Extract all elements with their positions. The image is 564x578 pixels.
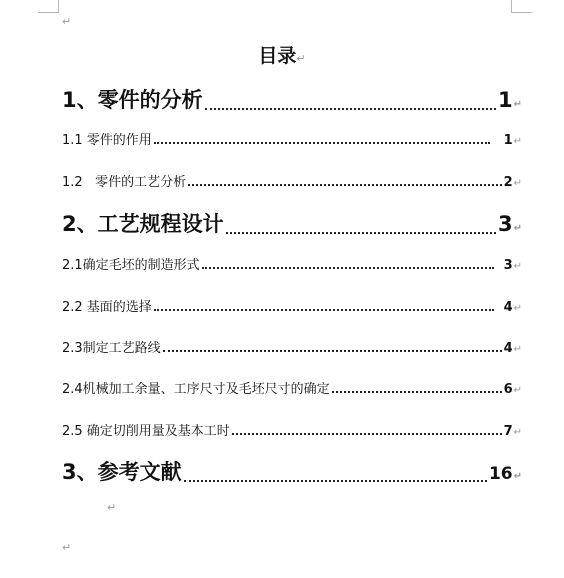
paragraph-mark: ↵ — [296, 52, 306, 65]
toc-entry-2-5[interactable] — [62, 420, 522, 439]
page-corner-top-left — [38, 0, 59, 13]
toc-title-text: 目录 — [258, 45, 297, 67]
dot-leader — [332, 391, 502, 393]
toc-title — [0, 41, 564, 68]
dot-leader — [154, 309, 494, 311]
toc-entry-label: 2.2 基面的选择 — [62, 300, 152, 315]
toc-entry-page: 3 — [497, 212, 513, 236]
paragraph-mark: ↵ — [513, 344, 522, 355]
paragraph-mark: ↵ — [513, 303, 522, 314]
toc-entry-page: 4 — [503, 300, 513, 315]
paragraph-mark: ↵ — [107, 501, 117, 514]
toc-entry-2-4[interactable] — [62, 378, 522, 397]
paragraph-mark: ↵ — [513, 261, 522, 272]
dot-leader — [184, 480, 487, 482]
paragraph-mark: ↵ — [513, 136, 522, 147]
toc-entry-2-1[interactable] — [62, 254, 522, 273]
toc-entry-3[interactable] — [62, 456, 522, 486]
toc-entry-label: 2、工艺规程设计 — [62, 212, 224, 236]
toc-entry-2-2[interactable] — [62, 296, 522, 315]
paragraph-mark: ↵ — [513, 471, 522, 482]
page-corner-top-right — [511, 0, 532, 13]
toc-entry-label: 2.4机械加工余量、工序尺寸及毛坯尺寸的确定 — [62, 382, 330, 397]
toc-entry-page: 7 — [503, 424, 513, 439]
toc-entry-page: 4 — [503, 341, 513, 356]
toc-entry-label: 2.5 确定切削用量及基本工时 — [62, 424, 230, 439]
toc-entry-page: 1 — [497, 88, 513, 112]
toc-entry-label: 1.1 零件的作用 — [62, 133, 152, 148]
toc-entry-page: 1 — [503, 133, 513, 148]
toc-entry-2-3[interactable] — [62, 337, 522, 356]
dot-leader — [232, 433, 502, 435]
toc-entry-page: 16 — [488, 464, 513, 484]
paragraph-mark: ↵ — [62, 541, 72, 554]
dot-leader — [154, 142, 490, 144]
toc-entry-label: 2.3制定工艺路线 — [62, 341, 161, 356]
dot-leader — [226, 232, 496, 234]
dot-leader — [188, 184, 501, 186]
toc-entry-label: 1、零件的分析 — [62, 88, 203, 112]
toc-entry-1-2[interactable] — [62, 171, 522, 190]
toc-entry-page: 6 — [503, 382, 513, 397]
dot-leader — [163, 350, 502, 352]
paragraph-mark: ↵ — [62, 15, 72, 28]
paragraph-mark: ↵ — [513, 385, 522, 396]
paragraph-mark: ↵ — [513, 223, 522, 234]
paragraph-mark: ↵ — [513, 178, 522, 189]
paragraph-mark: ↵ — [513, 427, 522, 438]
toc-entry-label: 2.1确定毛坯的制造形式 — [62, 258, 200, 273]
toc-entry-label: 3、参考文献 — [62, 460, 182, 484]
paragraph-mark: ↵ — [513, 99, 522, 110]
toc-entry-2[interactable] — [62, 208, 522, 238]
toc-entry-1[interactable] — [62, 84, 522, 114]
toc-entry-1-1[interactable] — [62, 129, 522, 148]
toc-entry-page: 3 — [503, 258, 513, 273]
dot-leader — [205, 108, 496, 110]
toc-entry-page: 2 — [503, 175, 513, 190]
toc-entry-label: 1.2 零件的工艺分析 — [62, 175, 187, 190]
dot-leader — [202, 267, 494, 269]
